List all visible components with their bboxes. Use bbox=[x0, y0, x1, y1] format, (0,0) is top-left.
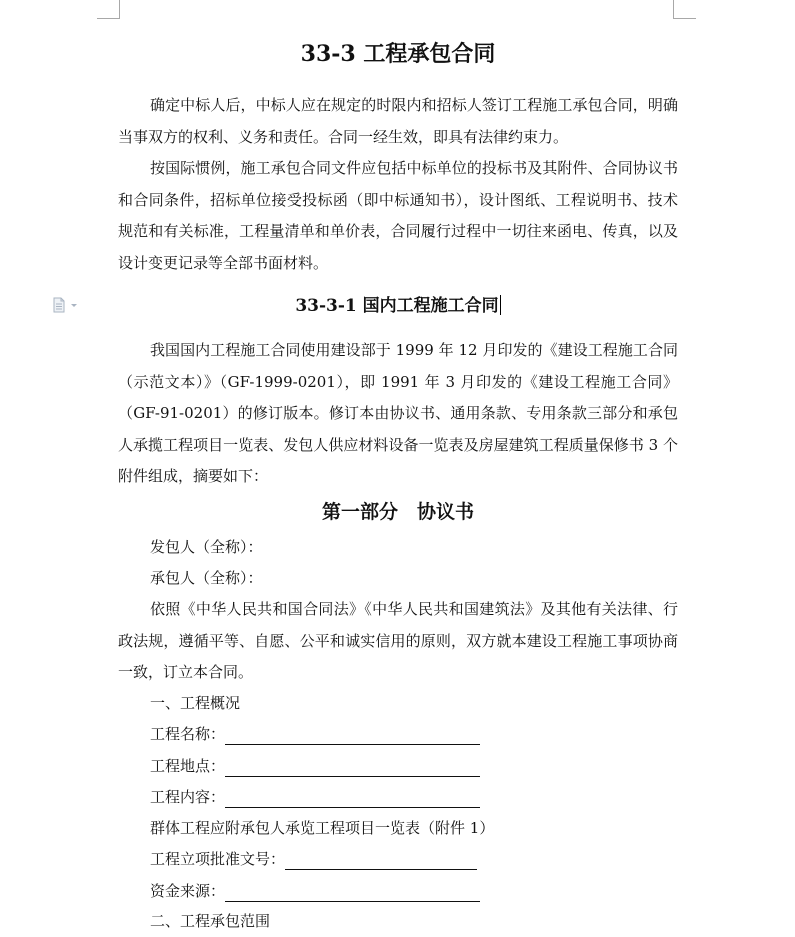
document-dropdown-icon[interactable] bbox=[52, 297, 80, 317]
intro-paragraph-2: 按国际惯例，施工承包合同文件应包括中标单位的投标书及其附件、合同协议书和合同条件，招标单位接受投标函（即中标通知书），设计图纸、工程说明书、技术规范和有关标准，工程量清单和单价表，合同履行过程中一切往来函电、传真，以及设计变更记录等全部书面材料。 bbox=[118, 159, 678, 272]
funding-source-label: 资金来源： bbox=[150, 882, 226, 900]
text-cursor bbox=[500, 295, 501, 315]
approval-number-label: 工程立项批准文号： bbox=[150, 850, 286, 868]
project-content-label: 工程内容： bbox=[150, 788, 226, 806]
top-left-crop-mark bbox=[97, 0, 120, 19]
section-heading-text: 33-3-1 国内工程施工合同 bbox=[295, 296, 499, 316]
group-project-note: 群体工程应附承包人承览工程项目一览表（附件 1） bbox=[150, 819, 495, 837]
approval-number-blank[interactable] bbox=[285, 849, 477, 870]
project-location-label: 工程地点： bbox=[150, 757, 226, 775]
project-name-label: 工程名称： bbox=[150, 725, 226, 743]
top-right-crop-mark bbox=[673, 0, 696, 19]
employer-label: 发包人（全称）： bbox=[150, 538, 263, 556]
agreement-paragraph: 依照《中华人民共和国合同法》《中华人民共和国建筑法》及其他有关法律、行政法规，遵循平等、自愿、公平和诚实信用的原则，双方就本建设工程施工事项协商一致，订立本合同。 bbox=[118, 600, 678, 681]
project-name-row bbox=[150, 719, 480, 750]
project-content-row bbox=[150, 782, 480, 813]
document-title: 33-3 工程承包合同 bbox=[300, 41, 496, 67]
project-name-blank[interactable] bbox=[225, 724, 480, 745]
funding-source-blank[interactable] bbox=[225, 881, 480, 902]
section-heading bbox=[118, 290, 678, 322]
project-location-blank[interactable] bbox=[225, 756, 480, 777]
approval-number-row bbox=[150, 844, 477, 875]
contractor-label: 承包人（全称）： bbox=[150, 569, 263, 587]
intro-paragraph-1: 确定中标人后，中标人应在规定的时限内和招标人签订工程施工承包合同，明确当事双方的权利、义务和责任。合同一经生效，即具有法律约束力。 bbox=[118, 96, 678, 146]
funding-source-row bbox=[150, 876, 480, 907]
section-paragraph: 我国国内工程施工合同使用建设部于 1999 年 12 月印发的《建设工程施工合同（示范文本）》（GF-1999-0201），即 1991 年 3 月印发的《建设工程施工合同》（GF-91-0201）的修订版本。修订本由协议书、通用条款、专用条款三部分和承包人承揽工程项目一览表、发包人供应材料设备一览表及房屋建筑工程质量保修书 3 个附件组成，摘要如下： bbox=[118, 341, 678, 485]
part-heading: 第一部分 协议书 bbox=[321, 501, 474, 523]
clause-1-heading: 一、工程概况 bbox=[150, 694, 241, 712]
project-location-row bbox=[150, 751, 480, 782]
project-content-blank[interactable] bbox=[225, 787, 480, 808]
clause-2-heading: 二、工程承包范围 bbox=[150, 912, 271, 930]
